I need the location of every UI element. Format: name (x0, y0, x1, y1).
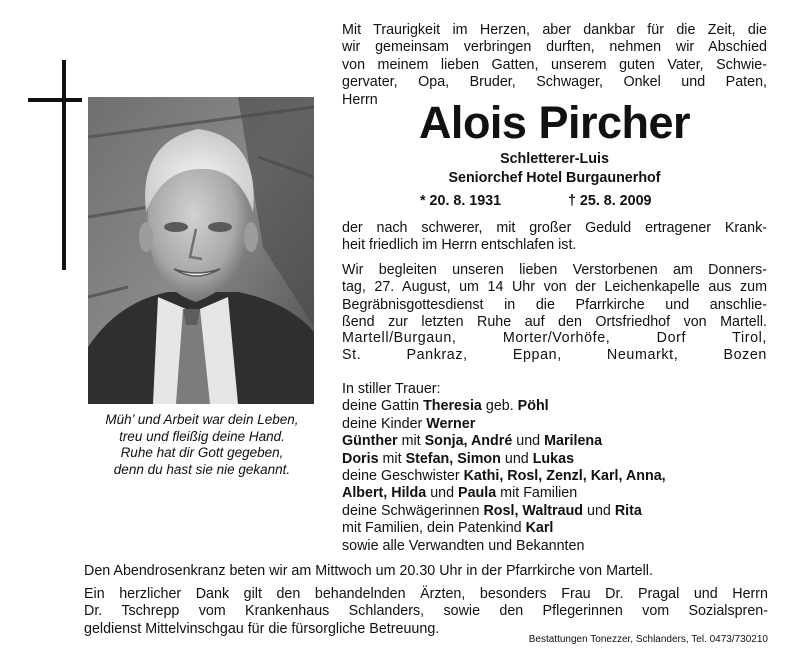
mourner-name: Karl (525, 520, 554, 537)
mourner-line (342, 485, 767, 502)
deceased-role: Seniorchef Hotel Burgaunerhof (448, 170, 661, 186)
mourner-text: deine Geschwister (342, 468, 464, 485)
mourner-name: Sonja, André (424, 433, 513, 450)
places-line: Martell/Burgaun, Morter/Vorhöfe, Dorf Tirol, (342, 330, 767, 346)
mourner-name: Paula (458, 485, 497, 502)
funeral-line: tag, 27. August, um 14 Uhr von der Leichenkapelle aus zum (342, 279, 767, 296)
mourner-name: Doris (342, 450, 379, 467)
thanks-line: geldienst Mittelvinschgau für die fürsorgliche Betreuung. (84, 620, 440, 637)
places-line: St. Pankraz, Eppan, Neumarkt, Bozen (342, 347, 767, 364)
mourner-text: und (500, 450, 533, 467)
mourner-text: mit (378, 450, 406, 467)
places-paragraph (342, 330, 767, 365)
mourner-name: Rosl, Waltraud (483, 502, 584, 519)
mourner-line (342, 468, 767, 485)
verse-line: Ruhe hat dir Gott gegeben, (120, 445, 284, 461)
portrait-photo (88, 97, 314, 404)
mourners-heading: In stiller Trauer: (342, 381, 441, 397)
mourner-name: Pöhl (517, 398, 549, 415)
deceased-nickname: Schletterer-Luis (500, 151, 609, 167)
mourner-text: und (512, 433, 545, 450)
mourner-name: Stefan, Simon (405, 450, 501, 467)
mourner-name: Marilena (544, 433, 603, 450)
mourner-text: deine Gattin (342, 398, 424, 415)
mourner-name: Werner (426, 415, 476, 432)
mourner-name: Theresia (423, 398, 482, 415)
funeral-line: Begräbnisgottesdienst in die Pfarrkirche und anschlie- (342, 296, 767, 313)
verse-line: Müh’ und Arbeit war dein Leben, (105, 412, 299, 427)
intro-line: von meinem lieben Gatten, unserem guten Vater, Schwie- (342, 56, 767, 73)
thanks-line: Dr. Tschrepp vom Krankenhaus Schlanders, sowie den Pflegerinnen vom Sozialspren- (84, 603, 768, 620)
thanks-line: Ein herzlicher Dank gilt den behandelnden Ärzten, besonders Frau Dr. Pragal und Herrn (84, 586, 768, 602)
mourner-text: mit Familien (496, 485, 578, 502)
cross-icon-horizontal (28, 98, 82, 102)
funeral-line: Wir begleiten unseren lieben Verstorbenen am Donners- (342, 262, 767, 278)
mourner-text: deine Kinder (342, 415, 427, 432)
mourner-name: Lukas (532, 450, 575, 467)
intro-paragraph (342, 22, 767, 109)
cross-icon-vertical (62, 60, 66, 270)
death-line: heit friedlich im Herrn entschlafen ist. (342, 237, 577, 254)
intro-line: Herrn (342, 91, 378, 108)
verse-line: treu und fleißig deine Hand. (119, 428, 285, 444)
death-line: der nach schwerer, mit großer Geduld ertragener Krank- (342, 220, 767, 236)
undertaker-credit: Bestattungen Tonezzer, Schlanders, Tel. 0473/730210 (528, 634, 768, 645)
mourner-line: sowie alle Verwandten und Bekannten (342, 537, 585, 554)
funeral-paragraph (342, 262, 767, 332)
intro-line: Mit Traurigkeit im Herzen, aber dankbar für die Zeit, die (342, 22, 767, 38)
mourner-text: und (583, 502, 615, 519)
deceased-name: Alois Pircher (418, 97, 691, 148)
rosary-notice: Den Abendrosenkranz beten wir am Mittwoch um 20.30 Uhr in der Pfarrkirche von Martell. (84, 563, 653, 579)
death-paragraph (342, 220, 767, 255)
death-date: † 25. 8. 2009 (568, 193, 652, 209)
mourner-name: Rita (614, 502, 642, 519)
mourner-text: deine Schwägerinnen (342, 502, 484, 519)
mourner-text: mit Familien, dein Patenkind (342, 520, 526, 537)
mourner-line (342, 503, 767, 520)
mourner-line (342, 433, 767, 450)
mourner-name: Kathi, Rosl, Zenzl, Karl, Anna, (463, 468, 666, 485)
mourner-line (342, 398, 767, 415)
mourner-name: Albert, Hilda (342, 485, 427, 502)
mourner-line (342, 520, 767, 537)
deceased-details (342, 150, 767, 188)
mourners-list (342, 381, 767, 555)
mourner-text: mit (397, 433, 425, 450)
mourner-line (342, 416, 767, 433)
intro-line: wir gemeinsam verbringen durften, nehmen wir Abschied (342, 39, 767, 56)
thanks-paragraph (84, 586, 768, 638)
portrait-illustration (88, 97, 314, 404)
funeral-line: ßend zur letzten Ruhe auf den Ortsfriedhof von Martell. (342, 314, 767, 331)
memorial-verse (84, 412, 320, 478)
mourner-text: und (426, 485, 459, 502)
mourner-text: geb. (481, 398, 518, 415)
mourner-name: Günther (342, 433, 398, 450)
birth-date: * 20. 8. 1931 (420, 193, 502, 209)
mourner-line (342, 451, 767, 468)
verse-line: denn du hast sie nie gekannt. (113, 461, 291, 477)
intro-line: gervater, Opa, Bruder, Schwager, Onkel und Paten, (342, 74, 767, 91)
